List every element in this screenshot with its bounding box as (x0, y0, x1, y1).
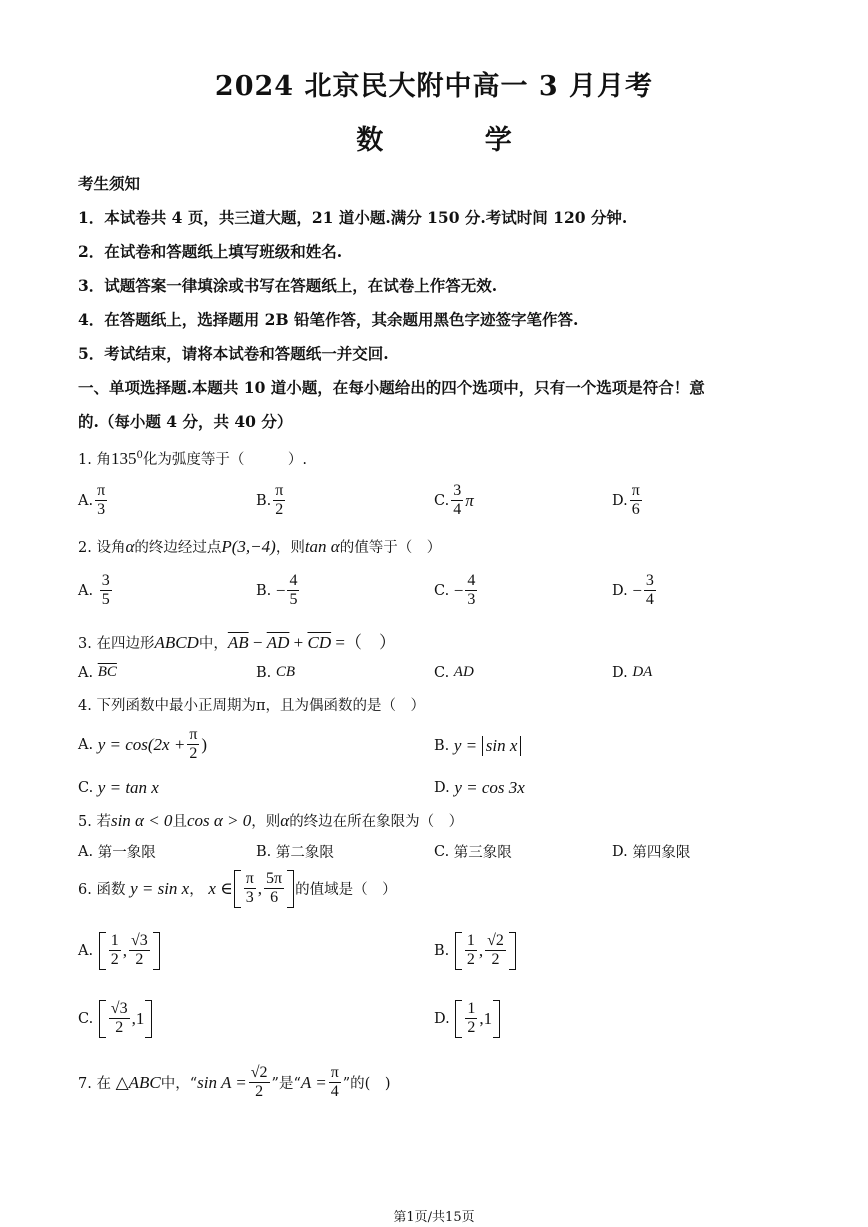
fraction: $\frac{\pi}{6}$ (631, 482, 640, 519)
q5-option-c[interactable]: C. 第三象限 (434, 843, 512, 861)
q5-option-a[interactable]: A. 第一象限 (78, 843, 156, 861)
notice-item-2: 2．在试卷和答题纸上填写班级和姓名. (78, 242, 343, 261)
q5-option-d[interactable]: D. 第四象限 (612, 843, 691, 861)
notice-item-4: 4．在答题纸上，选择题用 2B 铅笔作答，其余题用黑色字迹签字笔作答. (78, 310, 579, 329)
question-2: 2. 设角α的终边经过点P(3,−4)，则tan α的值等于（ ） (78, 537, 442, 556)
fraction: $\frac{\pi}{2}$ (189, 726, 198, 763)
page-footer: 第1页/共15页 (393, 1210, 475, 1225)
question-1: 1. 角$135^0$化为弧度等于（ ）. (78, 449, 307, 468)
question-3: 3. 在四边形ABCD中，$\overline{AB} - \overline{AD} + \overline{CD}$ =（ ） (78, 633, 396, 652)
interval: $\frac{1}{2}$ , $\frac{√2}{2}$ (454, 932, 517, 970)
question-5: 5. 若sin α < 0且cos α > 0，则α的终边在所在象限为（ ） (78, 811, 464, 830)
fraction: $\frac{4}{5}$ (289, 572, 298, 609)
interval: $\frac{1}{2}$ , $\frac{√3}{2}$ (98, 932, 161, 970)
section-heading-line1: 一、单项选择题.本题共 10 道小题，在每小题给出的四个选项中，只有一个选项是符合！意 (78, 378, 705, 397)
fraction: $\frac{3}{5}$ (101, 572, 110, 609)
q1-option-a[interactable]: A. $\frac{\pi}{3}$ (78, 482, 106, 519)
subject-title: 数 学 (356, 125, 558, 156)
question-4: 4. 下列函数中最小正周期为π，且为偶函数的是（ ） (78, 698, 425, 714)
q3-option-c[interactable]: C. AD (434, 664, 474, 681)
q4-option-a[interactable]: A. y = cos(2x + $\frac{\pi}{2}$ ) (78, 726, 208, 763)
fraction: $\frac{4}{3}$ (467, 572, 476, 609)
q2-option-c[interactable]: C. − $\frac{4}{3}$ (434, 572, 476, 609)
q2-option-a[interactable]: A. $\frac{3}{5}$ (78, 572, 110, 609)
fraction: $\frac{\pi}{3}$ (97, 482, 106, 519)
interval: $\frac{\pi}{3}$ , $\frac{5\pi}{6}$ (233, 870, 295, 908)
q6-option-d[interactable]: D. $\frac{1}{2}$ , 1 (434, 1000, 501, 1038)
interval: $\frac{1}{2}$ , 1 (454, 1000, 501, 1038)
q1-option-d[interactable]: D. $\frac{\pi}{6}$ (612, 482, 640, 519)
question-6: 6. 函数 y = sin x ， x ∈ $\frac{\pi}{3}$ , $\frac{5\pi}{6}$ 的值域是（ ） (78, 870, 397, 907)
fraction: $\frac{\pi}{4}$ (330, 1064, 339, 1101)
q3-option-a[interactable]: A. $\overline{BC}$ (78, 664, 117, 681)
question-7: 7. 在 △ABC 中，“ sin A = $\frac{√2}{2}$ ”是“ A = $\frac{\pi}{4}$ ”的( ) (78, 1064, 391, 1101)
fraction: $\frac{3}{4}$ (645, 572, 654, 609)
exam-title: 2024 北京民大附中高一 3 月月考 (214, 71, 654, 102)
q6-option-a[interactable]: A. $\frac{1}{2}$ , $\frac{√3}{2}$ (78, 932, 161, 970)
notice-item-1: 1．本试卷共 4 页，共三道大题，21 道小题.满分 150 分.考试时间 120 分钟. (78, 208, 628, 227)
q4-option-d[interactable]: D. y = cos 3x (434, 778, 525, 797)
q4-option-c[interactable]: C. y = tan x (78, 778, 159, 797)
q3-option-b[interactable]: B. CB (256, 664, 296, 681)
q6-option-c[interactable]: C. $\frac{√3}{2}$ , 1 (78, 1000, 153, 1038)
q4-option-b[interactable]: B. y = sin x (434, 736, 521, 756)
q2-option-b[interactable]: B. − $\frac{4}{5}$ (256, 572, 298, 609)
q6-option-b[interactable]: B. $\frac{1}{2}$ , $\frac{√2}{2}$ (434, 932, 517, 970)
section-heading-line2: 的.（每小题 4 分，共 40 分） (78, 412, 293, 431)
notice-item-5: 5．考试结束，请将本试卷和答题纸一并交回. (78, 344, 389, 363)
notice-heading: 考生须知 (78, 174, 141, 193)
q3-option-d[interactable]: D. DA (612, 664, 653, 681)
q1-option-c[interactable]: C. $\frac{3}{4}$ π (434, 482, 474, 519)
interval: $\frac{√3}{2}$ , 1 (98, 1000, 154, 1038)
notice-item-3: 3．试题答案一律填涂或书写在答题纸上，在试卷上作答无效. (78, 276, 498, 295)
q5-option-b[interactable]: B. 第二象限 (256, 843, 334, 861)
q1-option-b[interactable]: B. $\frac{\pi}{2}$ (256, 482, 284, 519)
fraction: $\frac{√2}{2}$ (250, 1064, 268, 1101)
fraction: $\frac{\pi}{2}$ (275, 482, 284, 519)
fraction: $\frac{3}{4}$ (453, 482, 462, 519)
q2-option-d[interactable]: D. − $\frac{3}{4}$ (612, 572, 654, 609)
